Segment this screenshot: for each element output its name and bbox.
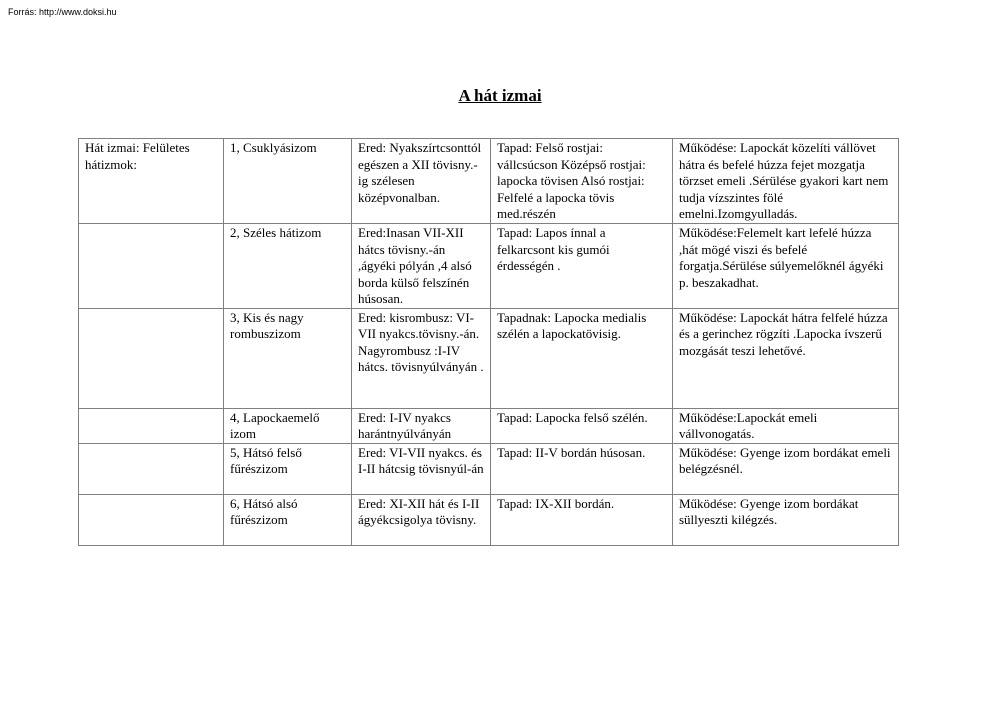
table-row	[79, 443, 899, 494]
empty-cell	[79, 408, 224, 443]
muscle-name-cell: 1, Csuklyásizom	[224, 139, 352, 224]
insertion-cell: Tapadnak: Lapocka medialis szélén a lapockatövisig.	[491, 308, 673, 408]
muscle-table	[78, 138, 899, 546]
origin-cell: Ered:Inasan VII-XII hátcs tövisny.-án ,ágyéki pólyán ,4 alsó borda külső felszínén húsosan.	[352, 224, 491, 309]
table-row	[79, 308, 899, 408]
muscle-name-cell: 4, Lapockaemelő izom	[224, 408, 352, 443]
origin-cell: Ered: kisrombusz: VI-VII nyakcs.tövisny.-án. Nagyrombusz :I-IV hátcs. tövisnyúlványán .	[352, 308, 491, 408]
function-cell: Működése: Lapockát hátra felfelé húzza és a gerinchez rögzíti .Lapocka ívszerű mozgását teszi lehetővé.	[673, 308, 899, 408]
function-cell: Működése: Lapockát közelíti vállövet hátra és befelé húzza fejet mozgatja törzset emeli .Sérülése gyakori kart nem tudja vízszintes fölé emelni.Izomgyulladás.	[673, 139, 899, 224]
insertion-cell: Tapad: II-V bordán húsosan.	[491, 443, 673, 494]
muscle-name-cell: 3, Kis és nagy rombuszizom	[224, 308, 352, 408]
table-row	[79, 224, 899, 309]
empty-cell	[79, 224, 224, 309]
empty-cell	[79, 443, 224, 494]
insertion-cell: Tapad: Lapos ínnal a felkarcsont kis gumói érdességén .	[491, 224, 673, 309]
group-label-cell: Hát izmai: Felületes hátizmok:	[79, 139, 224, 224]
empty-cell	[79, 308, 224, 408]
function-cell: Működése:Lapockát emeli vállvonogatás.	[673, 408, 899, 443]
muscle-name-cell: 5, Hátsó felső fűrészizom	[224, 443, 352, 494]
insertion-cell: Tapad: Felső rostjai: vállcsúcson Középső rostjai: lapocka tövisen Alsó rostjai: Felfelé a lapocka tövis med.részén	[491, 139, 673, 224]
function-cell: Működése: Gyenge izom bordákat emeli belégzésnél.	[673, 443, 899, 494]
table-row	[79, 494, 899, 545]
insertion-cell: Tapad: IX-XII bordán.	[491, 494, 673, 545]
origin-cell: Ered: XI-XII hát és I-II ágyékcsigolya tövisny.	[352, 494, 491, 545]
insertion-cell: Tapad: Lapocka felső szélén.	[491, 408, 673, 443]
muscle-name-cell: 2, Széles hátizom	[224, 224, 352, 309]
source-footer-text: Forrás: http://www.doksi.hu	[8, 7, 117, 17]
table-row	[79, 139, 899, 224]
muscle-name-cell: 6, Hátsó alsó fűrészizom	[224, 494, 352, 545]
empty-cell	[79, 494, 224, 545]
origin-cell: Ered: VI-VII nyakcs. és I-II hátcsig tövisnyúl-án	[352, 443, 491, 494]
function-cell: Működése: Gyenge izom bordákat süllyeszti kilégzés.	[673, 494, 899, 545]
page-title: A hát izmai	[458, 86, 542, 105]
function-cell: Működése:Felemelt kart lefelé húzza ,hát mögé viszi és befelé forgatja.Sérülése súlyemelőknél ágyéki p. beszakadhat.	[673, 224, 899, 309]
table-row	[79, 408, 899, 443]
origin-cell: Ered: I-IV nyakcs harántnyúlványán	[352, 408, 491, 443]
origin-cell: Ered: Nyakszírtcsonttól egészen a XII tövisny.-ig szélesen középvonalban.	[352, 139, 491, 224]
